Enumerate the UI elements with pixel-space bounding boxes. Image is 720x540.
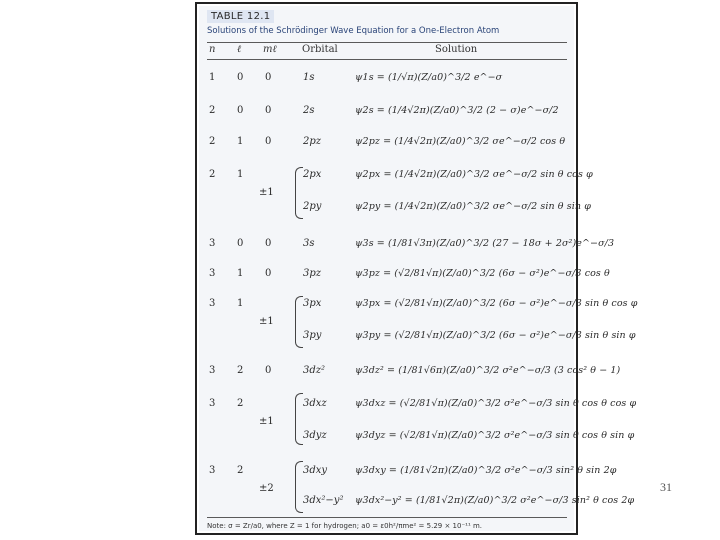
cell-orbital: 2px xyxy=(303,169,322,180)
cell-orbital: 3s xyxy=(303,238,315,249)
cell-orbital: 3dz² xyxy=(303,365,326,376)
brace-3d-1 xyxy=(295,393,303,445)
table-caption: Solutions of the Schrödinger Wave Equation for a One-Electron Atom xyxy=(207,26,500,36)
cell-l: 1 xyxy=(237,169,244,180)
cell-n: 2 xyxy=(209,105,216,116)
cell-l: 0 xyxy=(237,238,244,249)
cell-solution: ψ2pz = (1/4√2π)(Z/a0)^3/2 σe^−σ/2 cos θ xyxy=(355,136,566,147)
cell-ml: ±1 xyxy=(259,316,274,327)
cell-orbital: 3dyz xyxy=(303,430,327,441)
cell-orbital: 3py xyxy=(303,330,322,341)
cell-n: 1 xyxy=(209,72,216,83)
cell-orbital: 3dx²−y² xyxy=(303,495,344,506)
cell-solution: ψ3dxy = (1/81√2π)(Z/a0)^3/2 σ²e^−σ/3 sin² θ sin 2φ xyxy=(355,465,617,476)
table-image-frame xyxy=(195,2,638,535)
cell-n: 3 xyxy=(209,465,216,476)
cell-n: 3 xyxy=(209,365,216,376)
cell-n: 3 xyxy=(209,238,216,249)
cell-solution: ψ2py = (1/4√2π)(Z/a0)^3/2 σe^−σ/2 sin θ sin φ xyxy=(355,201,591,212)
slide-number: 31 xyxy=(660,480,672,494)
header-ml: mℓ xyxy=(263,44,277,55)
cell-orbital: 2py xyxy=(303,201,322,212)
cell-solution: ψ3dxz = (√2/81√π)(Z/a0)^3/2 σ²e^−σ/3 sin θ cos θ cos φ xyxy=(355,398,637,409)
cell-l: 2 xyxy=(237,365,244,376)
cell-l: 1 xyxy=(237,136,244,147)
cell-l: 2 xyxy=(237,465,244,476)
brace-3p xyxy=(295,296,303,348)
cell-ml: 0 xyxy=(265,268,272,279)
cell-n: 3 xyxy=(209,268,216,279)
brace-2p xyxy=(295,167,303,219)
cell-n: 3 xyxy=(209,298,216,309)
cell-l: 1 xyxy=(237,298,244,309)
cell-n: 2 xyxy=(209,136,216,147)
cell-n: 3 xyxy=(209,398,216,409)
cell-orbital: 3pz xyxy=(303,268,322,279)
header-n: n xyxy=(209,44,216,55)
cell-ml: ±2 xyxy=(259,483,274,494)
cell-l: 1 xyxy=(237,268,244,279)
cell-solution: ψ3dx²−y² = (1/81√2π)(Z/a0)^3/2 σ²e^−σ/3 sin² θ cos 2φ xyxy=(355,495,635,506)
cell-l: 0 xyxy=(237,72,244,83)
footer-rule xyxy=(207,517,567,518)
cell-ml: 0 xyxy=(265,136,272,147)
cell-orbital: 3px xyxy=(303,298,322,309)
brace-3d-2 xyxy=(295,461,303,513)
cell-ml: 0 xyxy=(265,238,272,249)
table-label: TABLE 12.1 xyxy=(207,10,274,23)
cell-solution: ψ3px = (√2/81√π)(Z/a0)^3/2 (6σ − σ²)e^−σ/3 sin θ cos φ xyxy=(355,298,638,309)
cell-orbital: 2s xyxy=(303,105,315,116)
header-l: ℓ xyxy=(237,44,242,55)
cell-ml: 0 xyxy=(265,365,272,376)
cell-solution: ψ3s = (1/81√3π)(Z/a0)^3/2 (27 − 18σ + 2σ²)e^−σ/3 xyxy=(355,238,615,249)
cell-l: 0 xyxy=(237,105,244,116)
cell-solution: ψ2s = (1/4√2π)(Z/a0)^3/2 (2 − σ)e^−σ/2 xyxy=(355,105,559,116)
cell-l: 2 xyxy=(237,398,244,409)
cell-ml: 0 xyxy=(265,72,272,83)
table-panel xyxy=(199,6,638,531)
cell-solution: ψ3dyz = (√2/81√π)(Z/a0)^3/2 σ²e^−σ/3 sin θ cos θ sin φ xyxy=(355,430,635,441)
cell-orbital: 2pz xyxy=(303,136,322,147)
cell-solution: ψ2px = (1/4√2π)(Z/a0)^3/2 σe^−σ/2 sin θ cos φ xyxy=(355,169,593,180)
cell-orbital: 1s xyxy=(303,72,315,83)
table-note: Note: σ = Zr/a0, where Z = 1 for hydrogen; a0 = ε0h²/πme² = 5.29 × 10⁻¹¹ m. xyxy=(207,522,483,530)
cell-orbital: 3dxz xyxy=(303,398,327,409)
cell-ml: ±1 xyxy=(259,416,274,427)
cell-orbital: 3dxy xyxy=(303,465,328,476)
header-solution: Solution xyxy=(435,44,478,55)
cell-n: 2 xyxy=(209,169,216,180)
header-top-rule xyxy=(207,42,567,43)
cell-ml: ±1 xyxy=(259,187,274,198)
cell-solution: ψ3pz = (√2/81√π)(Z/a0)^3/2 (6σ − σ²)e^−σ/3 cos θ xyxy=(355,268,610,279)
cell-solution: ψ3py = (√2/81√π)(Z/a0)^3/2 (6σ − σ²)e^−σ/3 sin θ sin φ xyxy=(355,330,636,341)
cell-solution: ψ3dz² = (1/81√6π)(Z/a0)^3/2 σ²e^−σ/3 (3 cos² θ − 1) xyxy=(355,365,621,376)
cell-solution: ψ1s = (1/√π)(Z/a0)^3/2 e^−σ xyxy=(355,72,503,83)
header-orbital: Orbital xyxy=(302,44,338,55)
cell-ml: 0 xyxy=(265,105,272,116)
header-bottom-rule xyxy=(207,59,567,60)
